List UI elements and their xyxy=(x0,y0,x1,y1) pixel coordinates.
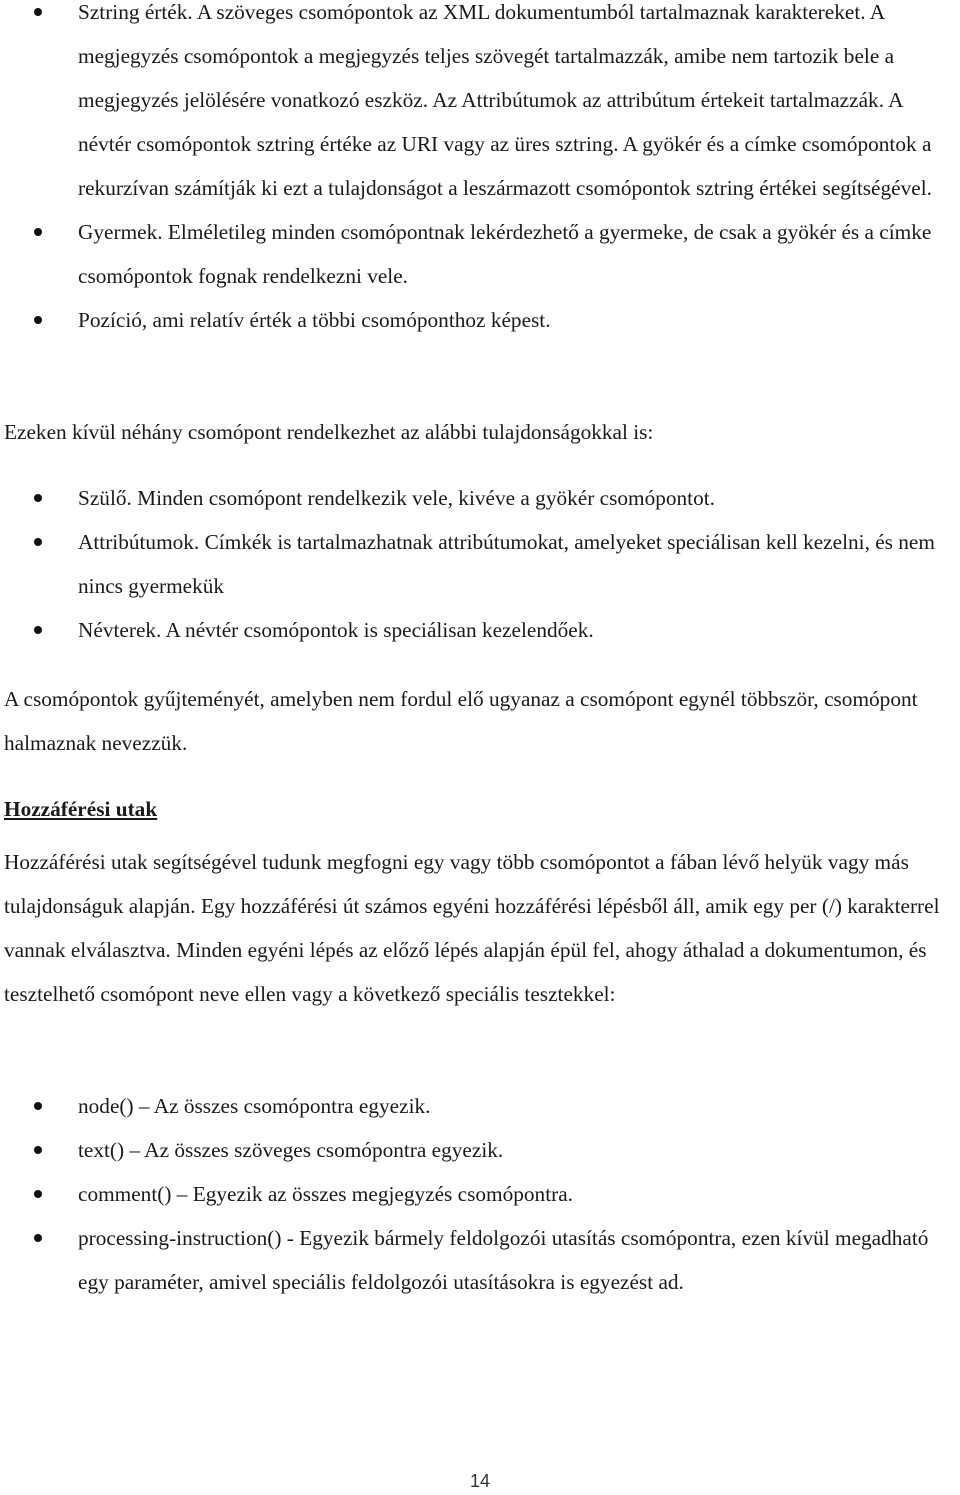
section-heading xyxy=(0,787,960,831)
bullet-icon xyxy=(34,1190,42,1198)
list-item xyxy=(0,0,960,210)
bullet-icon xyxy=(34,8,42,16)
list-item xyxy=(0,476,960,520)
list-item xyxy=(0,1128,960,1172)
bullet-icon xyxy=(34,1102,42,1110)
paragraph-text: Ezeken kívül néhány csomópont rendelkezhet az alábbi tulajdonságokkal is: xyxy=(4,420,654,444)
list-item xyxy=(0,1216,960,1304)
node-test-list xyxy=(0,1084,960,1304)
list-item-text: processing-instruction() - Egyezik bármely feldolgozói utasítás csomópontra, ezen kívül megadható egy paraméter, amivel speciális feldolgozói utasításokra is egyezést ad. xyxy=(78,1226,929,1294)
list-item-text: Gyermek. Elméletileg minden csomópontnak lekérdezhető a gyermeke, de csak a gyökér és a címke csomópontok fognak rendelkezni vele. xyxy=(78,220,932,288)
list-item-text: Szülő. Minden csomópont rendelkezik vele, kivéve a gyökér csomópontot. xyxy=(78,486,715,510)
list-item-text: Névterek. A névtér csomópontok is speciálisan kezelendőek. xyxy=(78,618,594,642)
bullet-icon xyxy=(34,626,42,634)
paragraph-node-set xyxy=(0,677,960,765)
bullet-icon xyxy=(34,1234,42,1242)
property-list-1 xyxy=(0,0,960,342)
bullet-icon xyxy=(34,538,42,546)
list-item xyxy=(0,608,960,652)
bullet-icon xyxy=(34,494,42,502)
heading-text: Hozzáférési utak xyxy=(4,797,158,821)
paragraph-text: Hozzáférési utak segítségével tudunk megfogni egy vagy több csomópontot a fában lévő helyük vagy más tulajdonságuk alapján. Egy hozzáférési út számos egyéni hozzáférési lépésből áll, amik egy per (/) karakterrel vannak elválasztva. Minden egyéni lépés az előző lépés alapján épül fel, ahogy áthalad a dokumentumon, és tesztelhető csomópont neve ellen vagy a következő speciális tesztekkel: xyxy=(4,850,940,1006)
list-item-text: Attribútumok. Címkék is tartalmazhatnak attribútumokat, amelyeket speciálisan kell kezelni, és nem nincs gyermekük xyxy=(78,530,935,598)
list-item xyxy=(0,210,960,298)
paragraph-intro xyxy=(0,410,960,454)
list-item-text: text() – Az összes szöveges csomópontra egyezik. xyxy=(78,1138,504,1162)
list-item-text: comment() – Egyezik az összes megjegyzés csomópontra. xyxy=(78,1182,573,1206)
paragraph-text: A csomópontok gyűjteményét, amelyben nem fordul elő ugyanaz a csomópont egynél többször, csomópont halmaznak nevezzük. xyxy=(4,687,918,755)
bullet-icon xyxy=(34,228,42,236)
property-list-2 xyxy=(0,476,960,652)
list-item xyxy=(0,1084,960,1128)
paragraph-access-paths xyxy=(0,840,960,1016)
list-item-text: Pozíció, ami relatív érték a többi csomóponthoz képest. xyxy=(78,308,551,332)
list-item-text: node() – Az összes csomópontra egyezik. xyxy=(78,1094,431,1118)
list-item xyxy=(0,298,960,342)
page-number: 14 xyxy=(469,1471,491,1491)
bullet-icon xyxy=(34,1146,42,1154)
bullet-icon xyxy=(34,316,42,324)
list-item xyxy=(0,520,960,608)
list-item-text: Sztring érték. A szöveges csomópontok az XML dokumentumból tartalmaznak karaktereket. A megjegyzés csomópontok a megjegyzés teljes szövegét tartalmazzák, amibe nem tartozik bele a megjegyzés jelölésére vonatkozó eszköz. Az Attribútumok az attribútum értekeit tartalmazzák. A névtér csomópontok sztring értéke az URI vagy az üres sztring. A gyökér és a címke csomópontok a rekurzívan számítják ki ezt a tulajdonságot a leszármazott csomópontok sztring értékei segítségével. xyxy=(78,0,932,200)
list-item xyxy=(0,1172,960,1216)
